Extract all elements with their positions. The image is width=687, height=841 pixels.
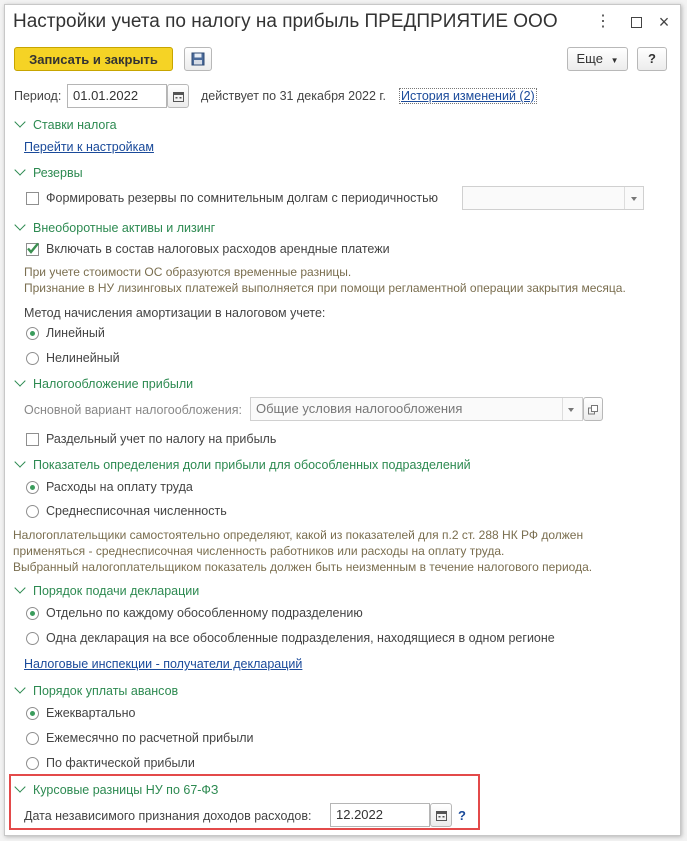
exchange-diff-header[interactable] [16,783,219,797]
exchange-diff-title: Курсовые разницы НУ по 67-ФЗ [33,783,219,797]
share-note-3: Выбранный налогоплательщиком показатель должен быть неизменным в течение налогового периода. [13,560,593,574]
separate-accounting-label: Раздельный учет по налогу на прибыль [46,432,277,446]
lease-checkbox-label: Включать в состав налоговых расходов арендные платежи [46,242,390,256]
recognition-date-input[interactable]: 12.2022 [330,803,430,827]
period-label: Период: [14,89,62,103]
chevron-down-icon [14,456,25,467]
declaration-header[interactable] [16,584,199,598]
tax-variant-label: Основной вариант налогообложения: [24,403,242,417]
advances-header[interactable] [16,684,178,698]
radio-nonlinear-label: Нелинейный [46,351,120,365]
advances-title: Порядок уплаты авансов [33,684,179,698]
maximize-icon[interactable] [625,11,647,33]
radio-headcount[interactable] [26,505,39,518]
checkmark-icon [26,242,39,255]
radio-per-subdivision[interactable] [26,607,39,620]
chevron-down-icon [14,116,25,127]
close-icon[interactable]: × [658,12,670,32]
share-note-1: Налогоплательщики самостоятельно определяют, какой из показателей для п.2 ст. 288 НК РФ должен [13,528,584,542]
radio-linear-label: Линейный [46,326,105,340]
radio-actual-profit[interactable] [26,757,39,770]
fixed-assets-header[interactable] [16,221,215,235]
separate-accounting-checkbox[interactable] [26,433,39,446]
radio-quarterly[interactable] [26,707,39,720]
settings-window [4,4,681,836]
chevron-down-icon [14,219,25,230]
tax-rates-header[interactable] [16,118,117,132]
fixed-assets-title: Внеоборотные активы и лизинг [33,221,216,235]
open-variant-button[interactable] [583,397,603,421]
reserves-period-select[interactable] [462,186,644,210]
profit-tax-title: Налогообложение прибыли [33,377,194,391]
declaration-title: Порядок подачи декларации [33,584,200,598]
radio-monthly-estimated[interactable] [26,732,39,745]
chevron-down-icon [14,164,25,175]
floppy-icon [191,52,205,66]
dropdown-arrow-icon [568,408,574,412]
fixed-assets-note-1: При учете стоимости ОС образуются временные разницы. [24,265,352,279]
divider [562,398,563,420]
window-title: Настройки учета по налогу на прибыль ПРЕДПРИЯТИЕ ООО [13,11,558,32]
help-button[interactable]: ? [637,47,667,71]
share-indicator-header[interactable] [16,458,471,472]
recognition-help-icon[interactable]: ? [458,808,466,823]
dropdown-arrow-icon: ▼ [610,56,619,65]
more-button[interactable] [567,47,628,71]
share-note-2: применяться - среднесписочная численность работников или расходы на оплату труда. [13,544,505,558]
reserves-header[interactable] [16,166,83,180]
more-actions-icon[interactable]: ⋮ [595,13,611,30]
chevron-down-icon [14,682,25,693]
inspections-link[interactable]: Налоговые инспекции - получатели деклараций [24,657,303,671]
radio-actual-profit-label: По фактической прибыли [46,756,195,770]
radio-quarterly-label: Ежеквартально [46,706,136,720]
chevron-down-icon [14,582,25,593]
save-button[interactable] [184,47,212,71]
radio-labor-costs[interactable] [26,481,39,494]
radio-monthly-estimated-label: Ежемесячно по расчетной прибыли [46,731,254,745]
dropdown-arrow-icon [631,197,637,201]
radio-nonlinear[interactable] [26,352,39,365]
recognition-calendar-button[interactable] [430,803,452,827]
history-link[interactable]: История изменений (2) [401,89,535,103]
period-input[interactable]: 01.01.2022 [67,84,167,108]
fixed-assets-note-2: Признание в НУ лизинговых платежей выполняется при помощи регламентной операции закрытия месяца. [24,281,626,295]
settings-link[interactable]: Перейти к настройкам [24,140,154,154]
more-label: Еще [576,51,603,66]
reserves-title: Резервы [33,166,83,180]
reserves-checkbox-label: Формировать резервы по сомнительным долгам с периодичностью [46,191,439,205]
calendar-icon [173,91,184,102]
chevron-down-icon [14,781,25,792]
tax-rates-title: Ставки налога [33,118,117,132]
radio-one-declaration-label: Одна декларация на все обособленные подразделения, находящиеся в одном регионе [46,631,555,645]
depreciation-method-label: Метод начисления амортизации в налоговом учете: [24,306,326,320]
calendar-icon [436,810,447,821]
profit-tax-header[interactable] [16,377,193,391]
save-close-button[interactable]: Записать и закрыть [14,47,173,71]
chevron-down-icon [14,375,25,386]
radio-per-subdivision-label: Отдельно по каждому обособленному подразделению [46,606,363,620]
open-form-icon [588,405,598,415]
period-valid-text: действует по 31 декабря 2022 г. [201,89,386,103]
tax-variant-select[interactable]: Общие условия налогообложения [250,397,583,421]
reserves-checkbox[interactable] [26,192,39,205]
radio-headcount-label: Среднесписочная численность [46,504,227,518]
radio-linear[interactable] [26,327,39,340]
radio-one-declaration[interactable] [26,632,39,645]
lease-checkbox[interactable] [26,243,39,256]
share-indicator-title: Показатель определения доли прибыли для обособленных подразделений [33,458,471,472]
radio-labor-costs-label: Расходы на оплату труда [46,480,193,494]
recognition-date-label: Дата независимого признания доходов расходов: [24,809,312,823]
calendar-button[interactable] [167,84,189,108]
divider [624,187,625,209]
